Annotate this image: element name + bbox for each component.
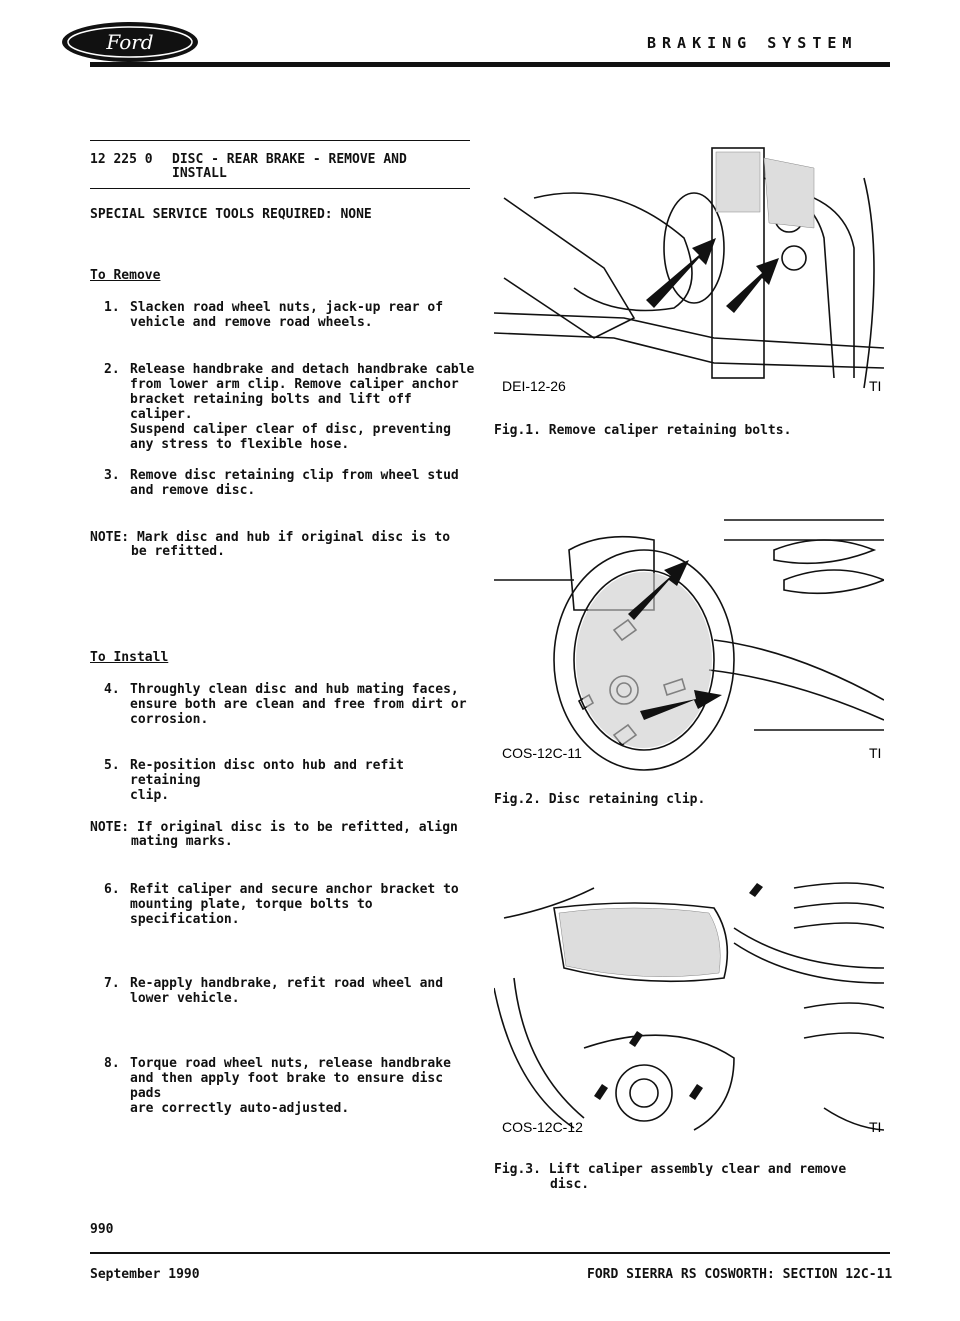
install-step-7: [104, 976, 474, 1008]
step-line: vehicle and remove road wheels.: [130, 315, 373, 330]
remove-step-2: [104, 362, 475, 452]
remove-step-1: [104, 300, 474, 332]
remove-note-line1: NOTE: Mark disc and hub if original disc is to: [90, 530, 451, 545]
install-step-4: [104, 682, 474, 728]
procedure-code: 12 225 0: [90, 152, 153, 167]
footer-publication: FORD SIERRA RS COSWORTH: SECTION 12C-11: [587, 1267, 893, 1282]
step-line: corrosion.: [130, 712, 209, 727]
step-line: specification.: [130, 912, 240, 927]
step-number: 5.: [104, 758, 120, 773]
figure-2-illustration: [494, 500, 884, 780]
step-line: Re-position disc onto hub and refit retaining: [130, 758, 404, 788]
step-line: from lower arm clip. Remove caliper anchor: [130, 377, 459, 392]
figure-1-tag: TI: [869, 378, 882, 394]
figure-2-ref: COS-12C-11: [502, 745, 582, 761]
step-number: 8.: [104, 1056, 120, 1071]
remove-heading: To Remove: [90, 268, 161, 283]
step-line: bracket retaining bolts and lift off caliper.: [130, 392, 412, 422]
step-line: ensure both are clean and free from dirt or: [130, 697, 467, 712]
title-rule-bottom: [90, 188, 470, 189]
step-line: Remove disc retaining clip from wheel stud: [130, 468, 459, 483]
step-number: 2.: [104, 362, 120, 377]
figure-2-tag: TI: [869, 745, 882, 761]
ford-logo: [60, 20, 200, 64]
procedure-title-line2: INSTALL: [172, 166, 227, 181]
page-number: 990: [90, 1222, 114, 1237]
step-number: 6.: [104, 882, 120, 897]
step-line: clip.: [130, 788, 170, 803]
step-line: and then apply foot brake to ensure disc pads: [130, 1071, 444, 1101]
step-line: Throughly clean disc and hub mating faces,: [130, 682, 459, 697]
install-note-line1: NOTE: If original disc is to be refitted, align: [90, 820, 458, 835]
step-line: and remove disc.: [130, 483, 256, 498]
figure-3-ref: COS-12C-12: [502, 1119, 583, 1135]
step-line: Suspend caliper clear of disc, preventing: [130, 422, 451, 437]
remove-step-3: [104, 468, 474, 500]
procedure-title-line1: DISC - REAR BRAKE - REMOVE AND: [172, 152, 407, 167]
step-line: any stress to flexible hose.: [130, 437, 350, 452]
step-line: lower vehicle.: [130, 991, 240, 1006]
step-number: 3.: [104, 468, 120, 483]
footer-date: September 1990: [90, 1267, 200, 1282]
step-line: mounting plate, torque bolts to: [130, 897, 373, 912]
figure-3-caption-line1: Fig.3. Lift caliper assembly clear and remove: [494, 1162, 847, 1177]
install-step-8: [104, 1056, 474, 1116]
step-line: Slacken road wheel nuts, jack-up rear of: [130, 300, 444, 315]
special-tools: SPECIAL SERVICE TOOLS REQUIRED: NONE: [90, 207, 372, 222]
remove-note-line2: be refitted.: [131, 544, 225, 559]
step-line: Re-apply handbrake, refit road wheel and: [130, 976, 444, 991]
figure-2-caption: Fig.2. Disc retaining clip.: [494, 792, 706, 807]
install-heading: To Install: [90, 650, 169, 665]
figure-3-tag: TI: [869, 1119, 882, 1135]
header-rule: [90, 62, 890, 67]
step-number: 4.: [104, 682, 120, 697]
section-title: BRAKING SYSTEM: [647, 34, 858, 52]
figure-3-caption-line2: disc.: [550, 1177, 590, 1192]
step-line: Refit caliper and secure anchor bracket to: [130, 882, 459, 897]
install-note-line2: mating marks.: [131, 834, 233, 849]
figure-3-illustration: [494, 868, 884, 1140]
step-line: are correctly auto-adjusted.: [130, 1101, 350, 1116]
install-step-5: [104, 758, 474, 803]
step-line: Release handbrake and detach handbrake cable: [130, 362, 475, 377]
install-step-6: [104, 882, 474, 928]
title-rule-top: [90, 140, 470, 141]
footer-rule: [90, 1252, 890, 1254]
step-number: 7.: [104, 976, 120, 991]
step-number: 1.: [104, 300, 120, 315]
step-line: Torque road wheel nuts, release handbrake: [130, 1056, 451, 1071]
figure-1-caption: Fig.1. Remove caliper retaining bolts.: [494, 423, 792, 438]
figure-1-ref: DEI-12-26: [502, 378, 566, 394]
figure-1-illustration: [494, 138, 884, 400]
ford-logo-text: Ford: [106, 30, 154, 54]
